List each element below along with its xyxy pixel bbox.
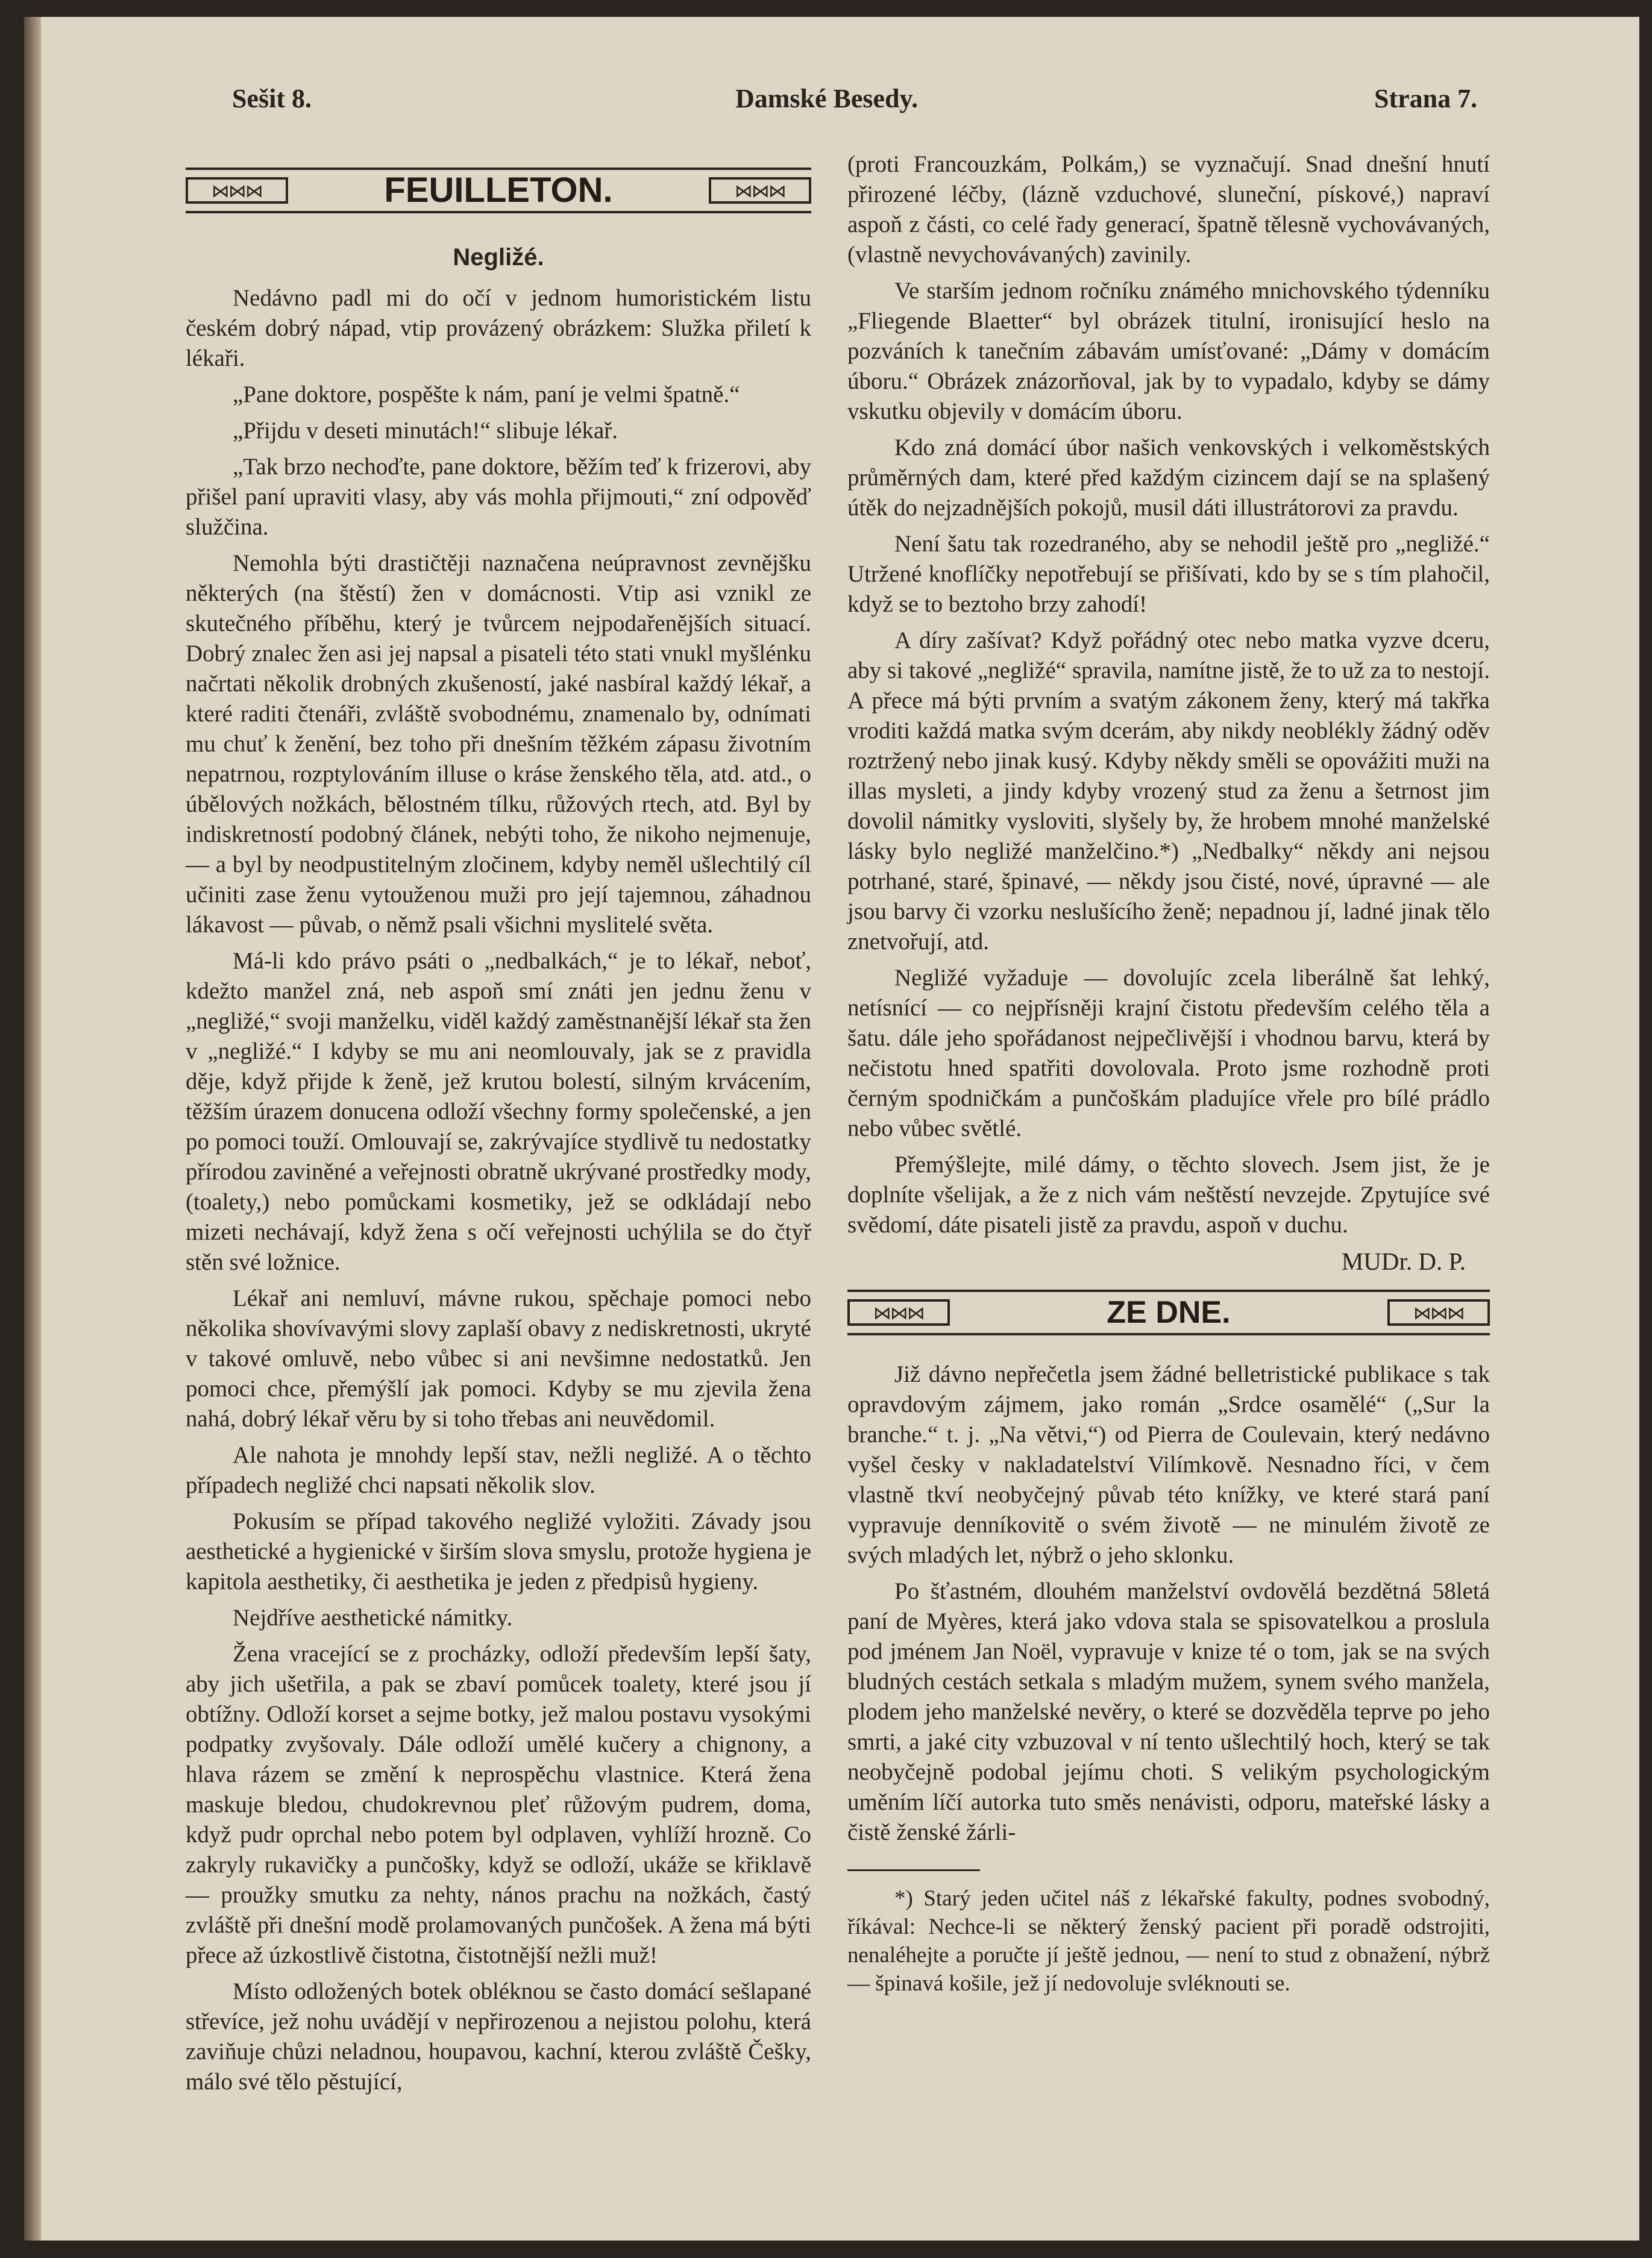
paragraph: Nejdříve aesthetické námitky. bbox=[233, 1605, 513, 1631]
paragraph: Nemohla býti drastičtěji naznačena neúpravnost zevnějšku některých (na štěstí) žen v domácnosti. Vtip asi vznikl ze skutečného příběhu, který je tvůrcem nejpodařenějších situací. Dobrý znalec žen asi jej napsal a pisateli této stati vnukl myšlénku načrtati několik drobných zkušeností, jaké nasbíral každý lékař, a které raditi čtenáři, zvláště svobodnému, znamenalo by, odnímati mu chuť k ženění, bez toho při dnešním těžkém zápasu životním nepatrnou, rozptylováním illuse o kráse ženského těla, atd. atd., o úbělových nožkách, bělostném tílku, růžových rtech, atd. Byl by indiskretností podobný článek, nebýti toho, že nikoho nejmenuje, — a byl by neodpustitelným zločinem, kdyby neměl ušlechtilý cíl učiniti zase ženu vytouženou muži pro její tajemnou, záhadnou lákavost — půvab, o němž psali všichni myslitelé světa. bbox=[186, 550, 811, 938]
paragraph: Má-li kdo právo psáti o „nedbalkách,“ je to lékař, neboť, kdežto manžel zná, neb aspoň smí znáti jen jednu ženu v „negližé,“ svoji manželku, viděl každý zaměstnanější lékař sta žen v „negližé.“ I kdyby se mu ani neomlouvaly, jak se z pravidla děje, když přijde k ženě, jež krutou bolestí, silným krvácením, těžším úrazem donucena odloží všechny formy společenské, a jen po pomoci touží. Omlouvají se, zakrývajíce stydlivě tu nedostatky přírodou zaviněné a veřejnosti obratně ukrývané prostředky mody, (toalety,) nebo pomůckami kosmetiky, jež se odkládají nebo mizeti nechávají, když žena s očí veřejnosti uchýlila se do čtyř stěn své ložnice. bbox=[186, 948, 811, 1275]
paragraph: Pokusím se případ takového negližé vyložiti. Závady jsou aesthetické a hygienické v širším slova smyslu, protože hygiena je kapitola aesthetiky, či aesthetika je jeden z předpisů hygieny. bbox=[186, 1508, 811, 1595]
paragraph: Přemýšlejte, milé dámy, o těchto slovech. Jsem jist, že je doplníte všelijak, a že z nich vám neštěstí nevzejde. Zpytujíce své svědomí, dáte pisateli jistě za pravdu, aspoň v duchu. bbox=[847, 1152, 1490, 1238]
author-signature: MUDr. D. P. bbox=[1341, 1247, 1466, 1275]
paragraph: Kdo zná domácí úbor našich venkovských i velkoměstských průměrných dam, které před každým cizincem dají se na splašený útěk do nejzadnějších pokojů, musil dáti illustrátorovi za pravdu. bbox=[847, 434, 1490, 521]
paragraph: Ale nahota je mnohdy lepší stav, nežli negližé. A o těchto případech negližé chci napsati několik slov. bbox=[186, 1442, 811, 1498]
paragraph: Lékař ani nemluví, mávne rukou, spěchaje pomoci nebo několika shovívavými slovy zaplaší obavy z nediskretnosti, ukryté v takové omluvě, nebo vůbec si ani nevšimne nedostatků. Jen pomoci chce, přemýšlí jak pomoci. Kdyby se mu zjevila žena nahá, dobrý lékař věru by si toho třebas ani neuvědomil. bbox=[186, 1285, 811, 1432]
ze-dne-banner bbox=[847, 1290, 1490, 1335]
page-number: Strana 7. bbox=[1374, 84, 1478, 113]
binding-edge bbox=[24, 17, 41, 2241]
paragraph: Není šatu tak rozedraného, aby se nehodil ještě pro „negližé.“ Utržené knoflíčky nepotřebují se přišívati, kdo by se s tím plahočil, když se to beztoho brzy zahodí! bbox=[847, 531, 1490, 617]
paragraph: (proti Francouzkám, Polkám,) se vyznačují. Snad dnešní hnutí přirozené léčby, (lázně vzduchové, sluneční, pískové,) napraví aspoň z části, co celé řady generací, špatně tělesně vychovávaných, (vlastně nevychovávaných) zavinily. bbox=[847, 151, 1490, 268]
ze-dne-heading: ZE DNE. bbox=[1107, 1295, 1231, 1330]
paragraph: Negližé vyžaduje — dovolujíc zcela liberálně šat lehký, netísnící — co nejpřísněji krajní čistotu především celého těla a šatu. dále jeho spořádanost nejpečlivější i vhodnou barvu, která by nečistotu hned spatřiti dovolovala. Proto jsme rozhodně proti černým spodničkám a punčoškám pladujíce vřele pro bílé prádlo nebo vůbec světlé. bbox=[847, 965, 1490, 1141]
paragraph: „Tak brzo nechoďte, pane doktore, běžím teď k frizerovi, aby přišel paní upraviti vlasy, aby vás mohla přijmouti,“ zní odpověď služčina. bbox=[186, 454, 811, 540]
paragraph: Po šťastném, dlouhém manželství ovdovělá bezdětná 58letá paní de Myères, která jako vdova stala se spisovatelkou a proslula pod jménem Jan Noël, vypravuje v knize té o tom, jak se na svých bludných cestách setkala s mladým mužem, synem svého manžela, plodem jeho manželské nevěry, o které se dozvěděla teprve po jeho smrti, a jaké city vzbuzoval v ní tento ušlechtilý hoch, který se tak neobyčejně podobal jejímu choti. S velikým psychologickým uměním líčí autorka tuto směs nenávisti, odporu, mateřské lásky a čistě ženské žárli- bbox=[847, 1578, 1490, 1845]
footnote: *) Starý jeden učitel náš z lékařské fakulty, podnes svobodný, říkával: Nechce-li se některý ženský pacient při poradě odstrojiti, nenaléhejte a poručte jí ještě jednou, — není to stud z obnažení, nýbrž — špinavá košile, jež jí nedovoluje svléknouti se. bbox=[847, 1886, 1490, 1996]
paragraph: „Pane doktore, pospěšte k nám, paní je velmi špatně.“ bbox=[233, 381, 740, 407]
paragraph: Ve starším jednom ročníku známého mnichovského týdenníku „Fliegende Blaetter“ byl obrázek titulní, ironisující heslo na pozváních k tanečním zábavám umísťované: „Dámy v domácím úboru.“ Obrázek znázorňoval, jak by to vypadalo, kdyby se dámy vskutku objevily v domácím úboru. bbox=[847, 278, 1490, 424]
banner-ornament-right: ⋈⋈⋈ bbox=[1387, 1299, 1490, 1326]
banner-ornament-left: ⋈⋈⋈ bbox=[186, 177, 288, 204]
newspaper-page bbox=[24, 17, 1639, 2241]
magazine-title: Damské Besedy. bbox=[735, 84, 919, 113]
feuilleton-banner bbox=[186, 168, 811, 213]
right-column bbox=[847, 149, 1490, 2004]
paragraph: Místo odložených botek obléknou se často domácí sešlapané střevíce, jež nohu uvádějí v nepřirozenou a nejistou polohu, která zaviňuje chůzi neladnou, houpavou, kachní, kterou zvláště Češky, málo své tělo pěstující, bbox=[186, 1978, 811, 2095]
banner-ornament-left: ⋈⋈⋈ bbox=[847, 1299, 950, 1326]
paragraph: Již dávno nepřečetla jsem žádné belletristické publikace s tak opravdovým zájmem, jako román „Srdce osamělé“ („Sur la branche.“ t. j. „Na větvi,“) od Pierra de Coulevain, který nedávno vyšel česky v nakladatelství Vilímkově. Nesnadno říci, v čem vlastně tkví neobyčejný půvab této knížky, ve které stará paní vypravuje denníkovitě o svém životě — ne minulém životě ze svých mladých let, nýbrž o jeho sklonku. bbox=[847, 1361, 1490, 1568]
feuilleton-heading: FEUILLETON. bbox=[384, 171, 613, 210]
paragraph: A díry zašívat? Když pořádný otec nebo matka vyzve dceru, aby si takové „negližé“ spravila, namítne jistě, že to už za to nestojí. A přece má býti prvním a svatým zákonem ženy, který má takřka vroditi každá matka svým dcerám, aby nikdy neoblékly žádný oděv roztržený nebo jinak kusý. Kdyby někdy směli se opovážiti muži na illas mysleti, a jindy kdyby vrozený stud za ženu a šetrnost jim dovolil námitky vysloviti, slyšely by, že hrobem mnohé manželské lásky bylo negližé manželčino.*) „Nedbalky“ někdy ani nejsou potrhané, staré, špinavé, — někdy jsou čisté, nové, úpravné — ale jsou barvy či vzorku neslušícího ženě; nepadnou jí, ladné jinak tělo znetvořují, atd. bbox=[847, 627, 1490, 955]
paragraph: Nedávno padl mi do očí v jednom humoristickém listu českém dobrý nápad, vtip provázený obrázkem: Služka přiletí k lékaři. bbox=[186, 285, 811, 371]
footnote-rule bbox=[847, 1869, 980, 1871]
issue-number: Sešit 8. bbox=[232, 84, 312, 113]
paragraph: Žena vracející se z procházky, odloží především lepší šaty, aby jich ušetřila, a pak se zbaví pomůcek toalety, které jsou jí obtížny. Odloží korset a sejme botky, jež malou postavu vysokými podpatky zvyšovaly. Dále odloží umělé kučery a chignony, a hlava rázem se změní k neprospěchu vlastnice. Která žena maskuje bledou, chudokrevnou pleť růžovým pudrem, doma, když pudr oprchal nebo potem byl odplaven, vyhlíží hrozně. Co zakryly rukavičky a punčošky, když se odloží, ukáže se křiklavě — proužky smutku za nehty, nános prachu na nožkách, častý zvláště při dnešní modě prolamovaných punčošek. A žena má býti přece až úzkostlivě čistotna, čistotnější nežli muž! bbox=[186, 1641, 811, 1968]
article-title: Negližé. bbox=[453, 244, 544, 271]
paragraph: „Přijdu v deseti minutách!“ slibuje lékař. bbox=[233, 418, 618, 444]
banner-ornament-right: ⋈⋈⋈ bbox=[709, 177, 811, 204]
left-column bbox=[186, 171, 811, 2103]
